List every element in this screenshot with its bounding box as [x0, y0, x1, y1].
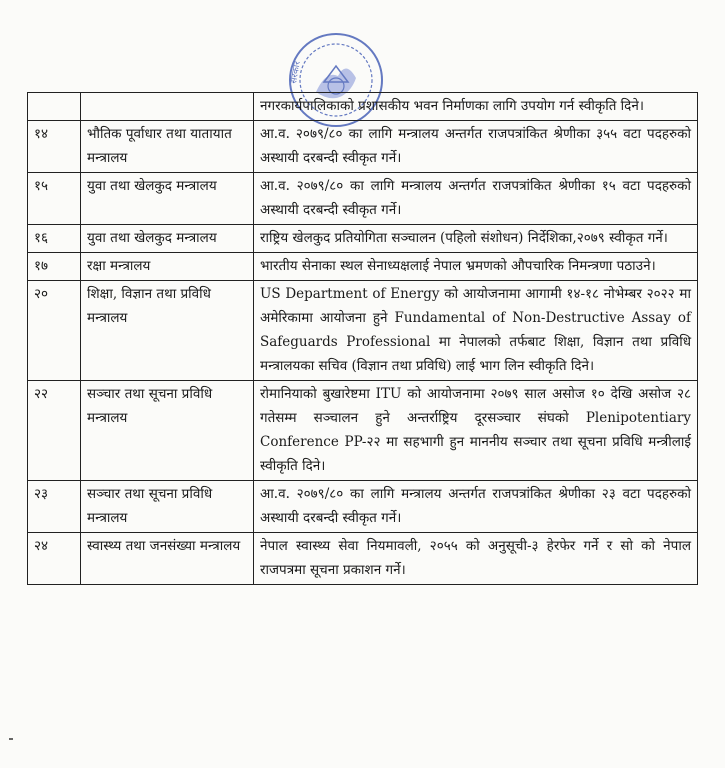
- decision-text: नगरकार्यपालिकाको प्रशासकीय भवन निर्माणका लागि उपयोग गर्न स्वीकृति दिने।: [254, 93, 698, 121]
- decision-text: आ.व. २०७९/८० का लागि मन्त्रालय अन्तर्गत राजपत्रांकित श्रेणीका ३५५ वटा पदहरुको अस्थायी दरबन्दी स्वीकृत गर्ने।: [254, 121, 698, 173]
- page-edge-mark: [9, 738, 13, 740]
- cabinet-decisions-table: [27, 92, 698, 585]
- row-number: २२: [28, 381, 81, 481]
- ministry-name: शिक्षा, विज्ञान तथा प्रविधि मन्त्रालय: [81, 281, 254, 381]
- table-row: [28, 533, 698, 585]
- decision-text: राष्ट्रिय खेलकुद प्रतियोगिता सञ्चालन (पहिलो संशोधन) निर्देशिका,२०७९ स्वीकृत गर्ने।: [254, 225, 698, 253]
- seal-text: सरकार: [289, 60, 303, 85]
- table-row: [28, 173, 698, 225]
- ministry-name: सञ्चार तथा सूचना प्रविधि मन्त्रालय: [81, 481, 254, 533]
- decision-text: आ.व. २०७९/८० का लागि मन्त्रालय अन्तर्गत राजपत्रांकित श्रेणीका २३ वटा पदहरुको अस्थायी दरबन्दी स्वीकृत गर्ने।: [254, 481, 698, 533]
- ministry-name: सञ्चार तथा सूचना प्रविधि मन्त्रालय: [81, 381, 254, 481]
- ministry-name: युवा तथा खेलकुद मन्त्रालय: [81, 225, 254, 253]
- row-number: २४: [28, 533, 81, 585]
- table-row: [28, 281, 698, 381]
- table-row: [28, 381, 698, 481]
- decision-text: भारतीय सेनाका स्थल सेनाध्यक्षलाई नेपाल भ्रमणको औपचारिक निमन्त्रणा पठाउने।: [254, 253, 698, 281]
- ministry-name: भौतिक पूर्वाधार तथा यातायात मन्त्रालय: [81, 121, 254, 173]
- ministry-name: स्वास्थ्य तथा जनसंख्या मन्त्रालय: [81, 533, 254, 585]
- ministry-name: रक्षा मन्त्रालय: [81, 253, 254, 281]
- decision-text: नेपाल स्वास्थ्य सेवा नियमावली, २०५५ को अनुसूची-३ हेरफेर गर्ने र सो को नेपाल राजपत्रमा सूचना प्रकाशन गर्ने।: [254, 533, 698, 585]
- row-number: १४: [28, 121, 81, 173]
- decision-text: आ.व. २०७९/८० का लागि मन्त्रालय अन्तर्गत राजपत्रांकित श्रेणीका १५ वटा पदहरुको अस्थायी दरबन्दी स्वीकृत गर्ने।: [254, 173, 698, 225]
- row-number: २३: [28, 481, 81, 533]
- row-number: १७: [28, 253, 81, 281]
- table-row: [28, 93, 698, 121]
- table-row: [28, 253, 698, 281]
- decision-text: US Department of Energy को आयोजनामा आगामी १४-१८ नोभेम्बर २०२२ मा अमेरिकामा आयोजना हुने Fundamental of Non-Destructive Assay of Safeguards Professional मा नेपालको तर्फबाट शिक्षा, विज्ञान तथा प्रविधि मन्त्रालयका सचिव (विज्ञान तथा प्रविधि) लाई भाग लिन स्वीकृति दिने।: [254, 281, 698, 381]
- ministry-name: [81, 93, 254, 121]
- table-row: [28, 121, 698, 173]
- row-number: २०: [28, 281, 81, 381]
- row-number: १५: [28, 173, 81, 225]
- row-number: १६: [28, 225, 81, 253]
- row-number: [28, 93, 81, 121]
- decision-text: रोमानियाको बुखारेष्टमा ITU को आयोजनामा २०७९ साल असोज १० देखि असोज २८ गतेसम्म सञ्चालन हुने अन्तर्राष्ट्रिय दूरसञ्चार संघको Plenipotentiary Conference PP-२२ मा सहभागी हुन माननीय सञ्चार तथा सूचना प्रविधि मन्त्रीलाई स्वीकृति दिने।: [254, 381, 698, 481]
- ministry-name: युवा तथा खेलकुद मन्त्रालय: [81, 173, 254, 225]
- table-row: [28, 225, 698, 253]
- table-row: [28, 481, 698, 533]
